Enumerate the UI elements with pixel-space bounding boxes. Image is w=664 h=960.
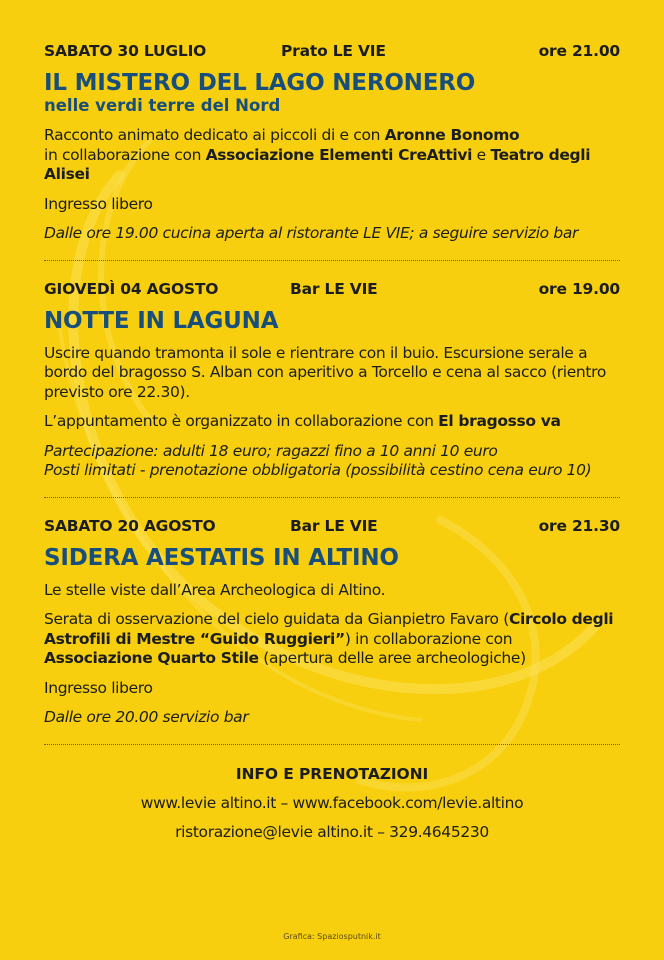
- event-2: [44, 278, 620, 481]
- event-entry: Ingresso libero: [44, 194, 153, 213]
- event-meta: [44, 40, 620, 64]
- event-description: Serata di osservazione del cielo guidata da Gianpietro Favaro (Circolo degli Astrofili di Mestre “Guido Ruggieri”) in collaborazione con Associazione Quarto Stile (apertura delle aree archeologiche): [44, 610, 614, 667]
- event-date: SABATO 20 AGOSTO: [44, 516, 216, 535]
- event-subtitle: nelle verdi terre del Nord: [44, 96, 281, 115]
- event-description: Uscire quando tramonta il sole e rientrare con il buio. Escursione serale a bordo del bragosso S. Alban con aperitivo a Torcello e cena al sacco (rientro previsto ore 22.30).: [44, 343, 606, 401]
- event-title: IL MISTERO DEL LAGO NERONERO: [44, 70, 476, 96]
- event-note: Dalle ore 19.00 cucina aperta al ristorante LE VIE; a seguire servizio bar: [44, 224, 579, 242]
- partner-name: Associazione Elementi CreAttivi: [205, 145, 473, 164]
- performer-name: Aronne Bonomo: [384, 126, 520, 144]
- event-meta: [44, 278, 620, 302]
- event-time: ore 21.00: [538, 42, 620, 60]
- partner-name: Circolo degli Astrofili di Mestre “Guido Ruggieri”: [44, 610, 614, 648]
- info-contact[interactable]: ristorazione@levie altino.it – 329.4645230: [175, 822, 489, 841]
- event-entry: Ingresso libero: [44, 678, 153, 697]
- event-title: NOTTE IN LAGUNA: [44, 307, 279, 334]
- event-place: Bar LE VIE: [290, 279, 378, 298]
- event-date: SABATO 30 LUGLIO: [44, 42, 207, 60]
- info-heading: INFO E PRENOTAZIONI: [235, 764, 429, 783]
- partner-name: Associazione Quarto Stile: [44, 649, 259, 667]
- event-place: Prato LE VIE: [281, 42, 386, 60]
- event-note: Partecipazione: adulti 18 euro; ragazzi fino a 10 anni 10 euro Posti limitati - prenotazione obbligatoria (possibilità cestino cena euro 10): [44, 441, 592, 479]
- separator: [44, 260, 620, 261]
- event-time: ore 19.00: [538, 279, 620, 298]
- info-web-links[interactable]: www.levie altino.it – www.facebook.com/levie.altino: [140, 793, 524, 812]
- event-note: Dalle ore 20.00 servizio bar: [44, 708, 249, 726]
- info-section: [44, 765, 620, 841]
- event-organizer: L’appuntamento è organizzato in collaborazione con El bragosso va: [44, 412, 561, 430]
- event-meta: [44, 515, 620, 539]
- event-program: [44, 40, 620, 841]
- separator: [44, 497, 620, 498]
- event-place: Bar LE VIE: [290, 516, 378, 535]
- event-date: GIOVEDÌ 04 AGOSTO: [44, 279, 219, 298]
- event-title: SIDERA AESTATIS IN ALTINO: [44, 544, 399, 571]
- event-1: [44, 40, 620, 244]
- event-time: ore 21.30: [538, 516, 620, 535]
- event-3: [44, 515, 620, 728]
- separator: [44, 744, 620, 745]
- event-description: Racconto animato dedicato ai piccoli di e con Aronne Bonomo in collaborazione con Associazione Elementi CreAttivi e Teatro degli Alisei: [44, 126, 591, 183]
- graphic-credit: Grafica: Spaziosputnik.it: [283, 932, 381, 941]
- partner-name: Teatro degli Alisei: [44, 145, 591, 183]
- event-lead: Le stelle viste dall’Area Archeologica di Altino.: [44, 580, 386, 599]
- organizer-name: El bragosso va: [438, 412, 561, 430]
